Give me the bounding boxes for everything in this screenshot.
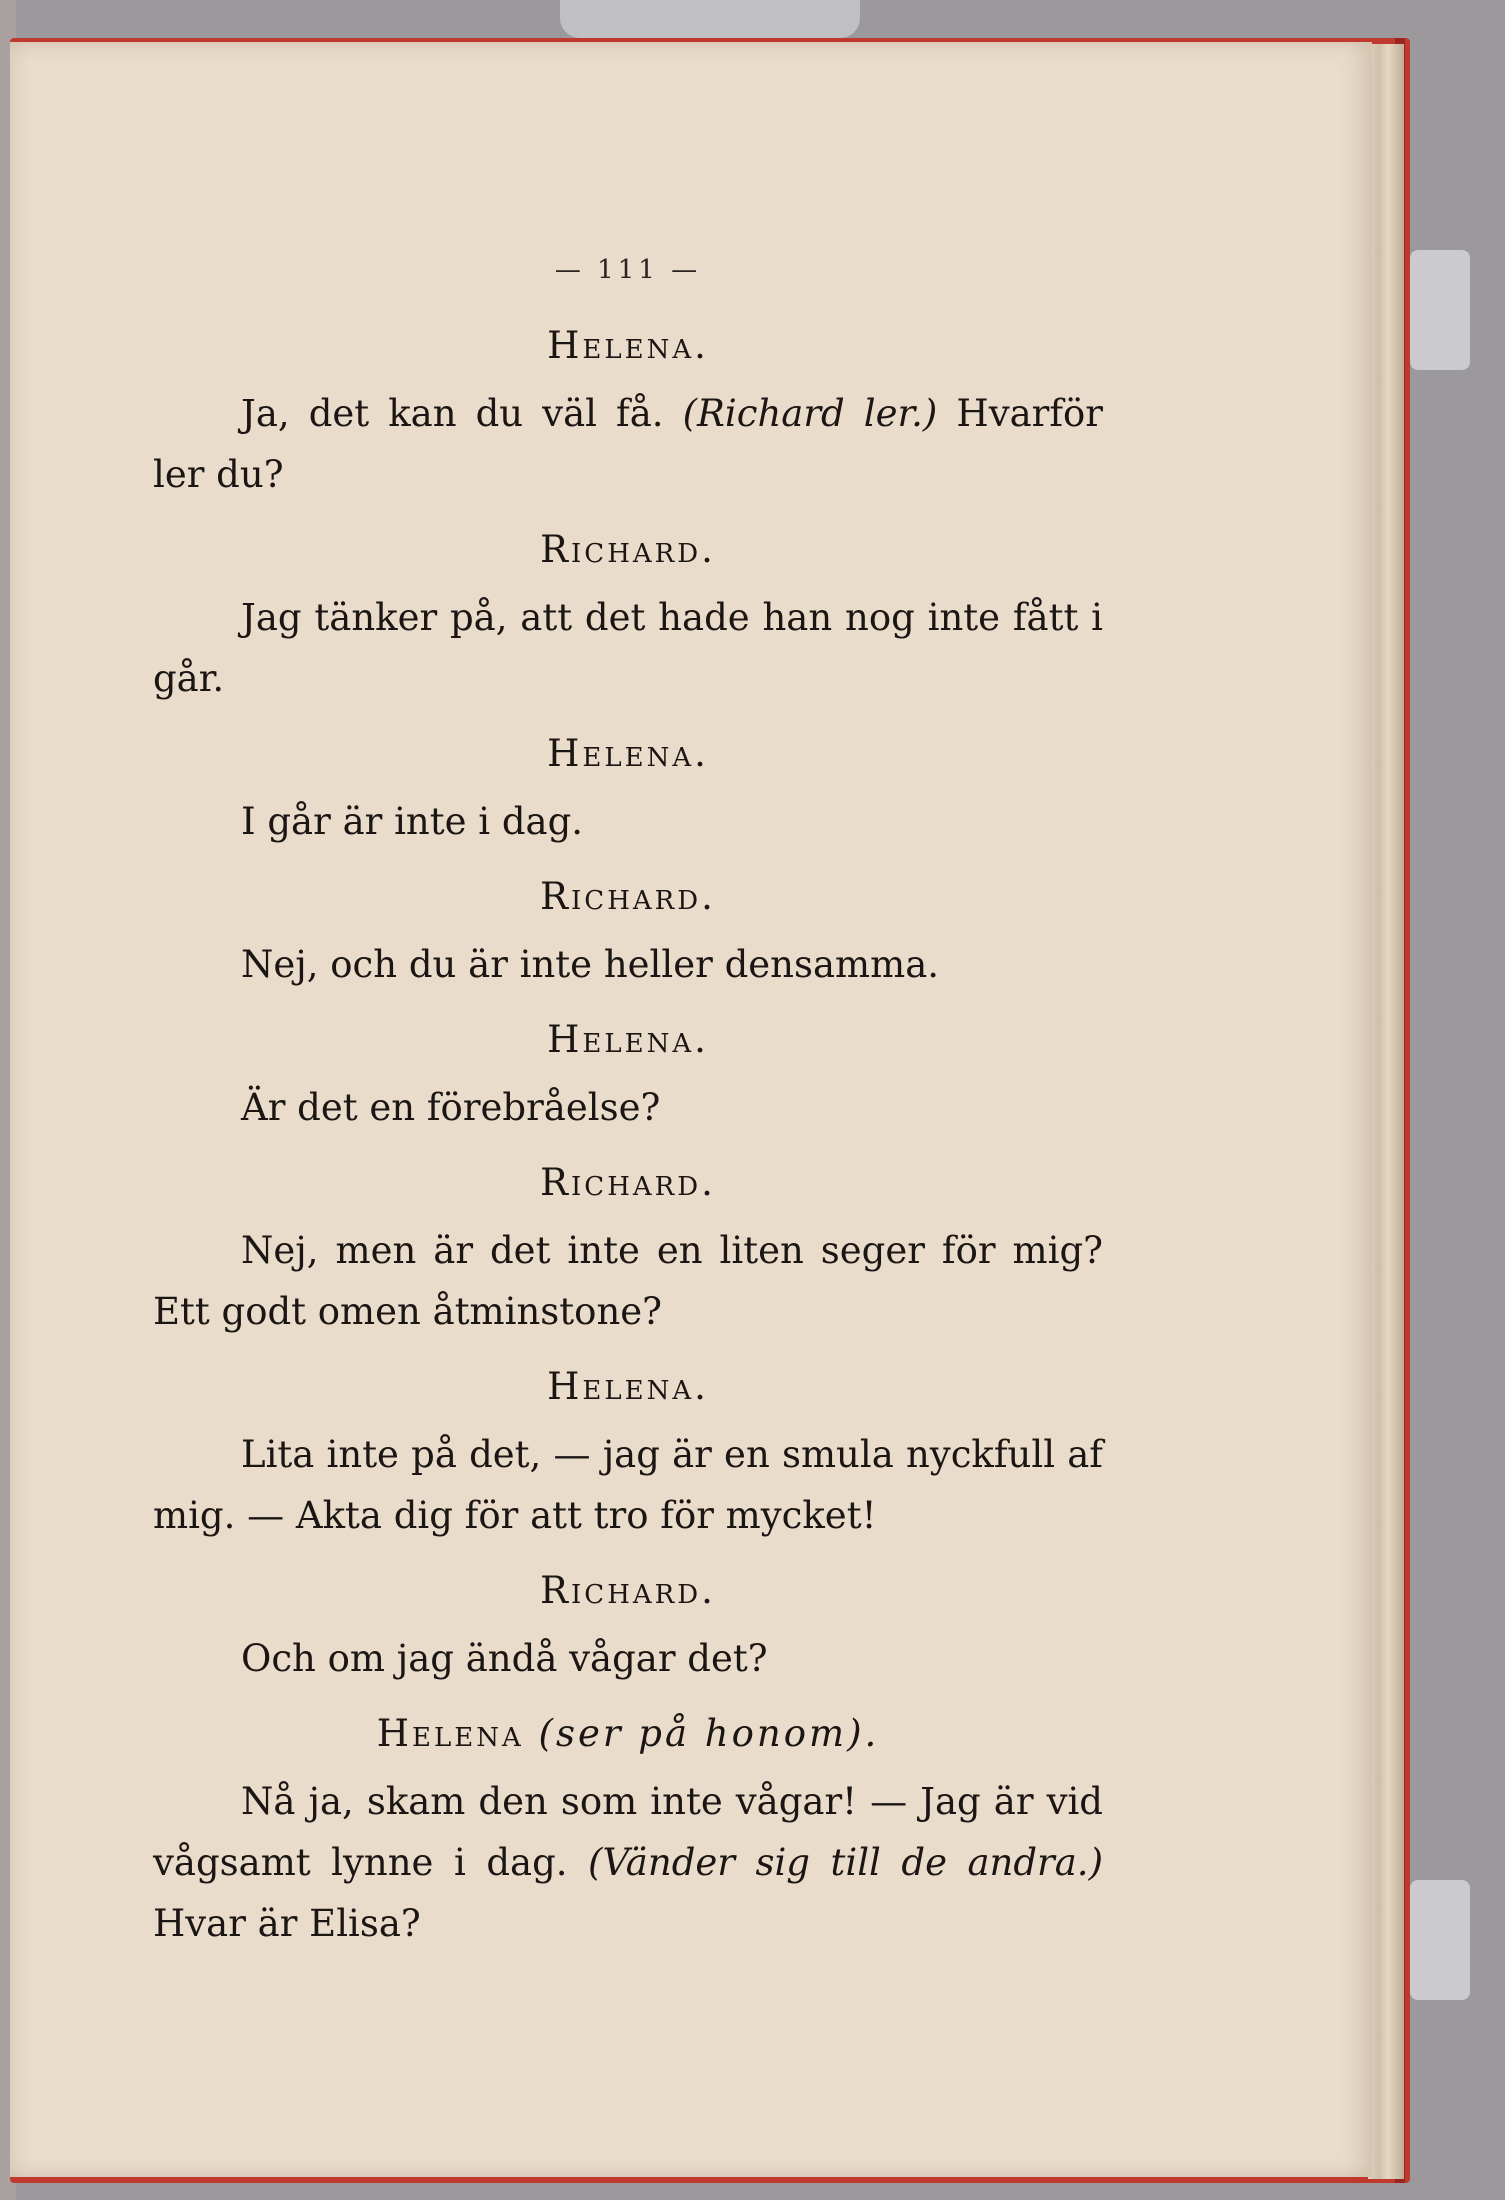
stage-direction: (ser på honom). [538,1712,880,1755]
line-text: Nå ja, skam den som inte vågar! — Jag är vid vågsamt lynne i dag. [153,1780,1103,1884]
page-number: — 111 — [554,255,702,285]
book-clip-top [560,0,860,38]
speaker-name [153,519,1103,580]
speaker-name [153,1009,1103,1070]
speaker-label: Helena. [547,732,709,775]
line-text: Ja, det kan du väl få. [241,392,683,435]
speaker-label: Helena. [547,1365,709,1408]
line-text: Hvarför ler du? [153,392,1103,496]
dialogue-line: Jag tänker på, att det hade han nog inte fått i går. [153,596,1103,700]
dialogue-line: Lita inte på det, — jag är en smula nyckfull af mig. — Akta dig för att tro för mycket! [153,1433,1103,1537]
dialogue-line: Är det en förebråelse? [241,1086,661,1129]
speaker-name [153,1356,1103,1417]
speaker-label: Richard. [540,1161,716,1204]
book-clip-right-upper [1410,250,1470,370]
speaker-name [153,315,1103,376]
page-stack-edge [1368,44,1404,2179]
speaker-name [153,1703,1103,1764]
speaker-label: Helena. [547,1018,709,1061]
book-clip-right-lower [1410,1880,1470,2000]
speaker-name [153,866,1103,927]
dialogue-line: Nej, och du är inte heller densamma. [241,943,940,986]
dialogue-line: I går är inte i dag. [241,800,584,843]
speaker-label: Helena. [547,324,709,367]
stage-direction: (Vänder sig till de andra.) [588,1841,1104,1884]
speaker-label: Richard. [540,875,716,918]
speaker-label: Richard. [540,528,716,571]
speaker-name [153,1560,1103,1621]
dialogue-line: Och om jag ändå vågar det? [241,1637,768,1680]
page-text [153,240,1103,1954]
dialogue-line [153,1771,1103,1954]
speaker-label: Helena [376,1712,524,1755]
speaker-label: Richard. [540,1569,716,1612]
stage-direction: (Richard ler.) [682,392,938,435]
line-text: Hvar är Elisa? [153,1902,421,1945]
speaker-name [153,723,1103,784]
dialogue-line: Nej, men är det inte en liten seger för mig? Ett godt omen åtminstone? [153,1229,1103,1333]
speaker-name [153,1152,1103,1213]
dialogue-line [153,383,1103,505]
